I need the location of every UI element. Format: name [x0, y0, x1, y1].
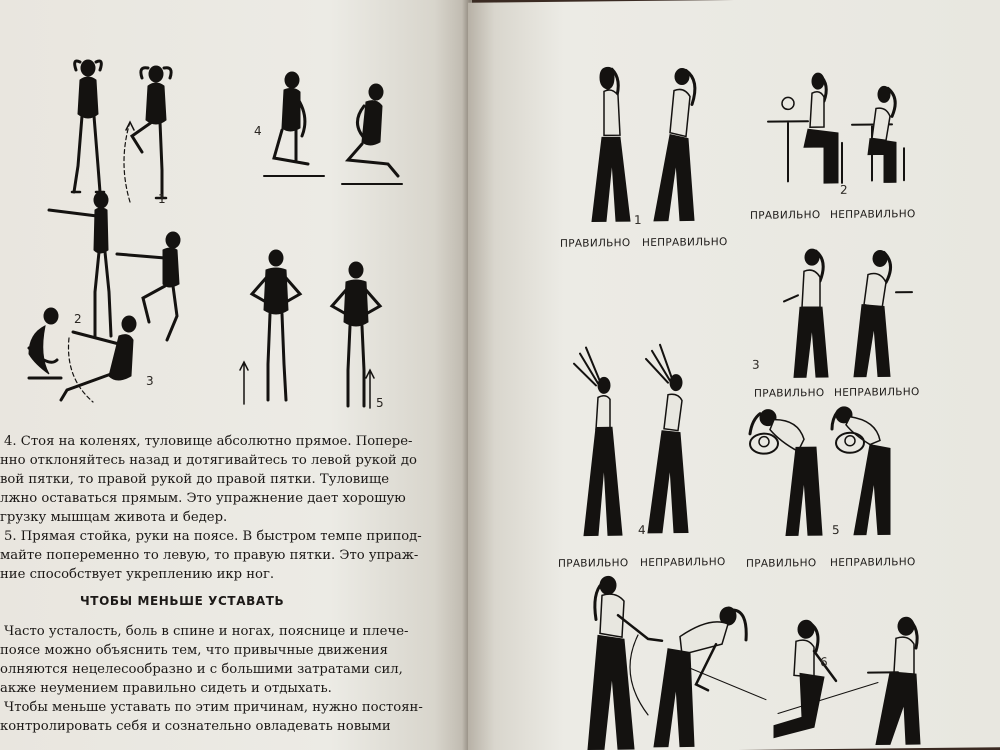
figure-number: 3 [752, 357, 760, 372]
text-line: ние способствует укреплению икр ног. [0, 567, 275, 582]
caption-correct: ПРАВИЛЬНО [560, 237, 631, 250]
caption-wrong: НЕПРАВИЛЬНО [830, 208, 916, 221]
right-page [468, 0, 1000, 750]
figure-number: 4 [638, 522, 646, 538]
text-line: вой пятки, то правой рукой до правой пятки. Туловище [0, 472, 390, 487]
posture-standing-illustration [578, 60, 718, 231]
figure-number: 3 [146, 374, 154, 388]
text-line: Чтобы меньше уставать по этим причинам, нужно постоян- [4, 700, 423, 715]
posture-counter-illustration [768, 242, 918, 384]
figure-number: 5 [832, 522, 840, 537]
exercise-description [0, 432, 445, 584]
text-line: поясе можно объяснить тем, что привычные движения [0, 643, 388, 658]
caption-correct: ПРАВИЛЬНО [754, 387, 825, 400]
caption-correct: ПРАВИЛЬНО [746, 557, 817, 570]
caption-wrong: НЕПРАВИЛЬНО [640, 556, 726, 569]
posture-reaching-illustration [570, 342, 710, 543]
left-page [0, 0, 472, 750]
figure-number: 4 [254, 124, 262, 138]
exercise-2-3-illustration [15, 188, 185, 408]
text-line: майте попеременно то левую, то правую пятки. Это упраж- [0, 548, 419, 563]
figure-number: 2 [74, 312, 82, 326]
figure-number: 1 [634, 212, 642, 228]
figure-number: 2 [840, 182, 848, 197]
caption-wrong: НЕПРАВИЛЬНО [834, 386, 920, 399]
posture-ironing-illustration [568, 572, 928, 750]
exercise-4-illustration [250, 66, 410, 196]
caption-correct: ПРАВИЛЬНО [750, 209, 821, 222]
section-heading: ЧТОБЫ МЕНЬШЕ УСТАВАТЬ [80, 594, 285, 608]
exercise-5-illustration [232, 244, 392, 414]
figure-number: 6 [820, 655, 828, 670]
text-line: акже неумением правильно сидеть и отдыхать. [0, 681, 332, 696]
text-line: 4. Стоя на коленях, туловище абсолютно прямое. Попере- [4, 434, 413, 449]
posture-sitting-table-illustration [758, 68, 923, 200]
caption-correct: ПРАВИЛЬНО [558, 557, 629, 570]
text-line: нно отклоняйтесь назад и дотягивайтесь то левой рукой до [0, 453, 417, 468]
text-line: Часто усталость, боль в спине и ногах, пояснице и плече- [4, 624, 409, 639]
section-body [0, 622, 445, 736]
caption-wrong: НЕПРАВИЛЬНО [830, 556, 916, 569]
figure-number: 5 [376, 396, 384, 410]
posture-lifting-illustration [740, 402, 910, 544]
caption-wrong: НЕПРАВИЛЬНО [642, 236, 728, 249]
text-line: олняются нецелесообразно и с большими затратами сил, [0, 662, 403, 677]
text-line: грузку мышцам живота и бедер. [0, 510, 228, 525]
text-line: 5. Прямая стойка, руки на поясе. В быстром темпе припод- [4, 529, 422, 544]
text-line: лжно оставаться прямым. Это упражнение дает хорошую [0, 491, 406, 506]
text-line: контролировать себя и сознательно овладевать новыми [0, 719, 391, 734]
figure-number: 1 [158, 192, 166, 206]
